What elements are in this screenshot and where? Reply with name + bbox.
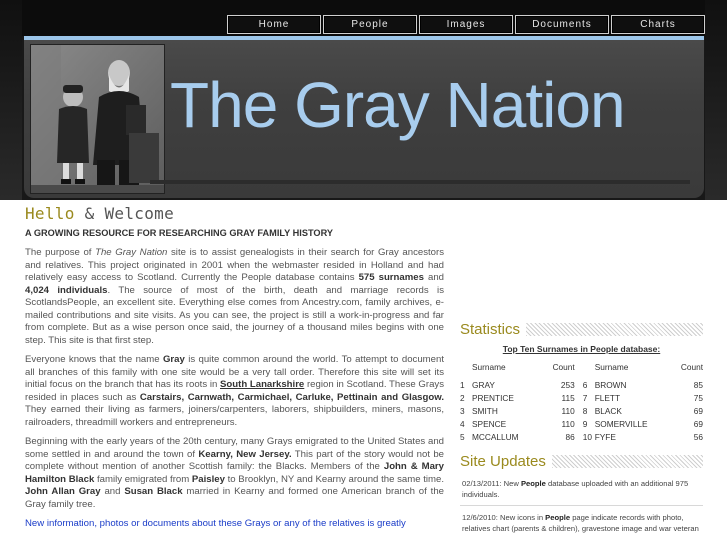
table-row [460, 430, 703, 443]
table-row [460, 391, 703, 404]
family-photo-image [31, 45, 164, 193]
surname: FLETT [594, 392, 621, 403]
kearny: Kearny, New Jersey. [198, 448, 292, 460]
rank: 3 [460, 405, 465, 416]
update-people: People [520, 479, 546, 488]
focus-paragraph [25, 354, 444, 429]
nav-home-button[interactable]: Home [227, 15, 321, 34]
rank: 5 [460, 431, 465, 442]
text: The purpose of [25, 247, 96, 258]
contribute-paragraph: New information, photos or documents about these Grays or any of the relatives is greatly [25, 518, 406, 529]
sidebar [460, 318, 703, 534]
update-text: database uploaded with an additional 975 individuals. [462, 479, 689, 499]
black-family: John & Mary Hamilton Black [25, 461, 445, 485]
count: 115 [561, 392, 575, 403]
rank: 6 [582, 379, 588, 390]
rank: 7 [582, 392, 588, 403]
site-updates-title: Site Updates [460, 452, 546, 470]
site-title: The Gray Nation [170, 69, 625, 141]
nav-charts-button[interactable]: Charts [611, 15, 705, 34]
rank: 2 [460, 392, 465, 403]
col-count-1: Count [552, 362, 575, 372]
surname: PRENTICE [472, 392, 514, 403]
text: . The source of most of the birth, death and marriage records is ScotlandsPeople, an excellent site. Everything else comes from Ancestry.com, family archives, e-mailed contributions and site visits. As you can see, the project is still a work-in-progress and far from complete. But as a wise person once said, the journey of a thousand miles begins with one step. This site is that first step. [25, 284, 444, 346]
south-lanarkshire-link[interactable]: South Lanarkshire [220, 379, 305, 390]
places-list: Carstairs, Carnwath, Carmichael, Carluke, Pettinain and Glasgow. [139, 391, 444, 403]
rank: 4 [460, 418, 465, 429]
nav-documents-button[interactable]: Documents [515, 15, 609, 34]
text: and [423, 272, 444, 283]
surname: FYFE [594, 431, 616, 442]
rank: 10 [582, 431, 592, 442]
nav-images-button[interactable]: Images [419, 15, 513, 34]
count: 56 [693, 431, 703, 442]
text: married in Kearny and formed one American branch of the Gray family tree. [25, 486, 445, 510]
intro-paragraph [25, 247, 444, 347]
header-side-right [705, 0, 727, 200]
site-updates-heading [460, 450, 703, 472]
count: 110 [561, 405, 575, 416]
update-item [462, 512, 703, 534]
family-photo [30, 44, 165, 194]
john-allan-gray: John Allan Gray [25, 486, 101, 497]
surname: SPENCE [472, 418, 507, 429]
surname: BLACK [594, 405, 622, 416]
main-nav [227, 15, 707, 35]
text: is quite common around the world. To attempt to document all branches of this family with one site would be a very tall order. Therefore this site will set its initial focus on the branch that has its roots in [25, 354, 445, 390]
heading-stripes [552, 455, 703, 468]
table-row [460, 404, 703, 417]
site-name: The Gray Nation [95, 247, 168, 258]
update-text: page indicate records with photo, relatives chart (parents & children), gravestone image and war veteran [462, 513, 699, 533]
update-divider [460, 505, 703, 506]
surname: SOMERVILLE [594, 418, 648, 429]
welcome-heading-hello: Hello [25, 204, 75, 223]
rank: 8 [582, 405, 588, 416]
surname: SMITH [472, 405, 498, 416]
statistics-heading [460, 318, 703, 340]
text: Beginning with the early years of the 20th century, many Grays emigrated to the United States and some settled in and around the town of [25, 436, 444, 460]
nav-people-button[interactable]: People [323, 15, 417, 34]
update-text: 12/6/2010: New icons in [462, 513, 546, 522]
col-count-2: Count [680, 362, 703, 372]
text: region in Scotland. These Grays resided in places such as [25, 379, 444, 403]
text: Everyone knows that the name [25, 354, 163, 365]
count: 75 [693, 392, 703, 403]
update-text: 02/13/2011: New [462, 479, 521, 488]
individual-count: 4,024 individuals [25, 284, 108, 296]
header-divider [150, 180, 690, 184]
count: 86 [565, 431, 575, 442]
count: 69 [693, 418, 703, 429]
col-surname-2: Surname [594, 362, 629, 372]
update-people: People [545, 513, 571, 522]
header-side-left [0, 0, 22, 200]
table-row [460, 417, 703, 430]
count: 69 [693, 405, 703, 416]
text: site is to assist genealogists in their search for Gray ancestors and relatives. This project originated in 2001 when the webmaster resided in Holland and had relatively easy access to Scotland. Currently the People database contains [25, 247, 445, 283]
welcome-heading-rest: & Welcome [74, 204, 174, 223]
heading-stripes [526, 323, 703, 336]
rank: 1 [460, 379, 465, 390]
text: to Brooklyn, NY and Kearny around the same time. [224, 473, 444, 485]
site-updates [460, 450, 703, 534]
susan-black: Susan Black [124, 486, 183, 497]
main-content [24, 204, 445, 538]
surname: BROWN [594, 379, 627, 390]
top-ten-title: Top Ten Surnames in People database: [502, 344, 661, 354]
col-surname-1: Surname [472, 362, 506, 372]
paisley: Paisley [191, 473, 225, 485]
emigration-paragraph [25, 436, 444, 511]
welcome-heading [25, 204, 444, 223]
rank: 9 [582, 418, 588, 429]
text: family emigrated from [94, 473, 192, 485]
text: This part of the story would not be complete without mention of another Scottish family: the Blacks. Members of the [25, 448, 445, 472]
site-header [0, 0, 727, 200]
text: They earned their living as farmers, joiners/carpenters, laborers, shipbuilders, miners, masons, railroaders, threadmill workers and entrepreneurs. [25, 404, 444, 428]
surname: GRAY [472, 379, 495, 390]
table-header-row [460, 362, 703, 378]
statistics-title: Statistics [460, 320, 521, 338]
text: and [100, 486, 125, 497]
table-row [460, 378, 703, 391]
surname: MCCALLUM [472, 431, 519, 442]
surname-count: 575 surnames [358, 272, 424, 283]
count: 253 [560, 379, 575, 390]
update-item [462, 478, 703, 500]
count: 85 [693, 379, 703, 390]
top-surnames-table [460, 362, 703, 443]
surname-gray: Gray [162, 354, 185, 365]
page-subtitle: A GROWING RESOURCE FOR RESEARCHING GRAY FAMILY HISTORY [25, 227, 333, 238]
count: 110 [561, 418, 575, 429]
